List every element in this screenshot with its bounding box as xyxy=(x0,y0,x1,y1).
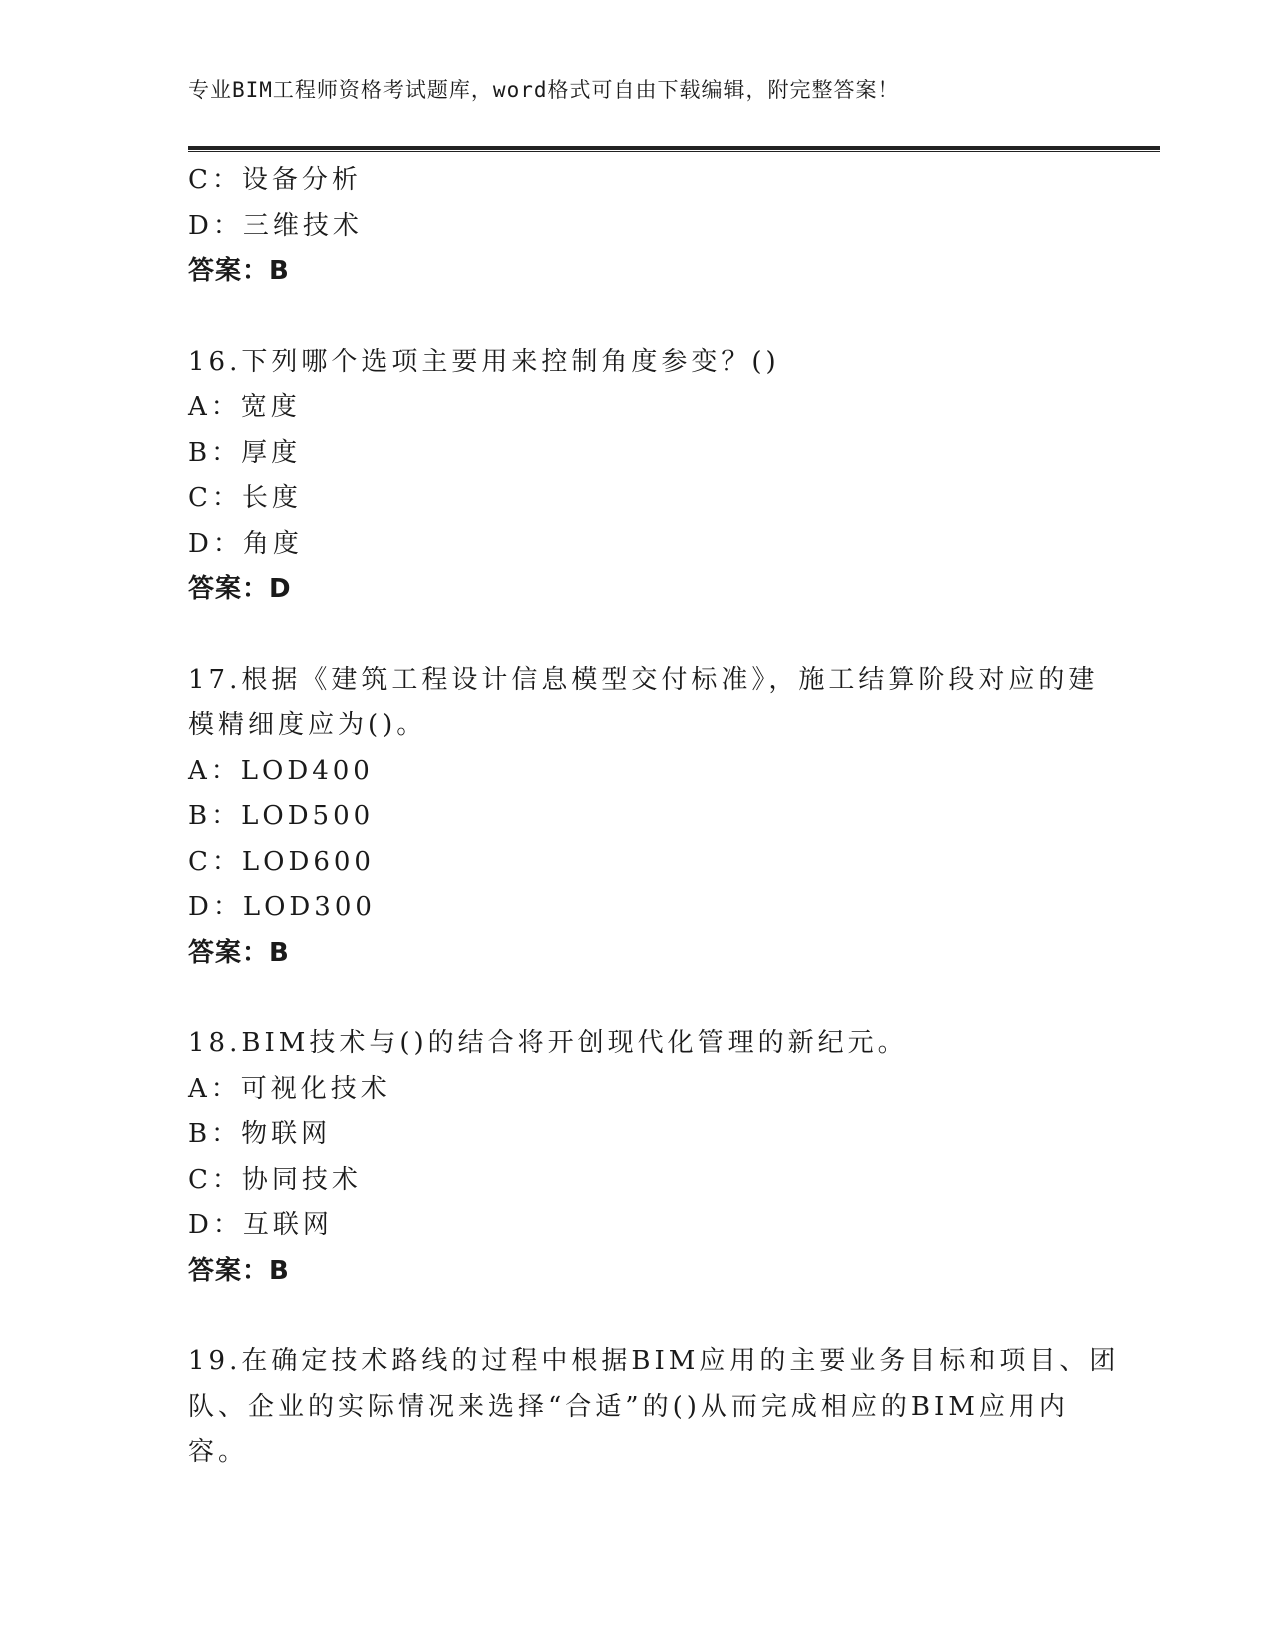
question-18 xyxy=(188,1021,1088,1294)
question-content xyxy=(188,158,1120,1476)
question-stem: 17.根据《建筑工程设计信息模型交付标准》，施工结算阶段对应的建 xyxy=(188,664,1099,695)
question-stem: 16.下列哪个选项主要用来控制角度参变？() xyxy=(188,346,780,377)
option-d: D：LOD300 xyxy=(188,892,376,922)
question-stem-continued: 模精细度应为()。 xyxy=(188,710,427,740)
header-rule-thin xyxy=(188,151,1160,152)
option-c: C：LOD600 xyxy=(188,846,375,877)
question-stem-continued: 容。 xyxy=(188,1437,249,1467)
question-stem-continued: 队、企业的实际情况来选择“合适”的()从而完成相应的BIM应用内 xyxy=(188,1391,1069,1422)
answer: 答案：B xyxy=(188,256,290,286)
option-b: B：LOD500 xyxy=(188,801,375,831)
answer: 答案：D xyxy=(188,574,292,604)
option-b: B：物联网 xyxy=(188,1119,332,1149)
option-a: A：可视化技术 xyxy=(188,1073,391,1104)
option-c: C：协同技术 xyxy=(188,1164,362,1195)
spacer xyxy=(188,1294,1088,1339)
question-stem: 19.在确定技术路线的过程中根据BIM应用的主要业务目标和项目、团 xyxy=(188,1346,1120,1376)
option-a: A：宽度 xyxy=(188,392,301,422)
page-header: 专业BIM工程师资格考试题库，word格式可自由下载编辑，附完整答案！ xyxy=(188,78,900,102)
question-16 xyxy=(188,340,1088,613)
answer: 答案：B xyxy=(188,1255,290,1286)
question-17 xyxy=(188,658,1099,977)
option-b: B：厚度 xyxy=(188,437,302,468)
question-15-tail xyxy=(188,158,1088,295)
spacer xyxy=(188,295,1088,340)
spacer xyxy=(188,976,1088,1021)
option-d: D：三维技术 xyxy=(188,210,363,241)
question-stem: 18.BIM技术与()的结合将开创现代化管理的新纪元。 xyxy=(188,1028,908,1058)
option-d: D：角度 xyxy=(188,528,303,559)
question-19 xyxy=(188,1339,1120,1476)
spacer xyxy=(188,613,1088,658)
option-c: C：长度 xyxy=(188,483,302,513)
answer: 答案：B xyxy=(188,937,290,968)
option-d: D：互联网 xyxy=(188,1210,333,1240)
header-rule-thick xyxy=(188,146,1160,150)
option-a: A：LOD400 xyxy=(188,755,374,786)
option-c: C：设备分析 xyxy=(188,165,362,195)
